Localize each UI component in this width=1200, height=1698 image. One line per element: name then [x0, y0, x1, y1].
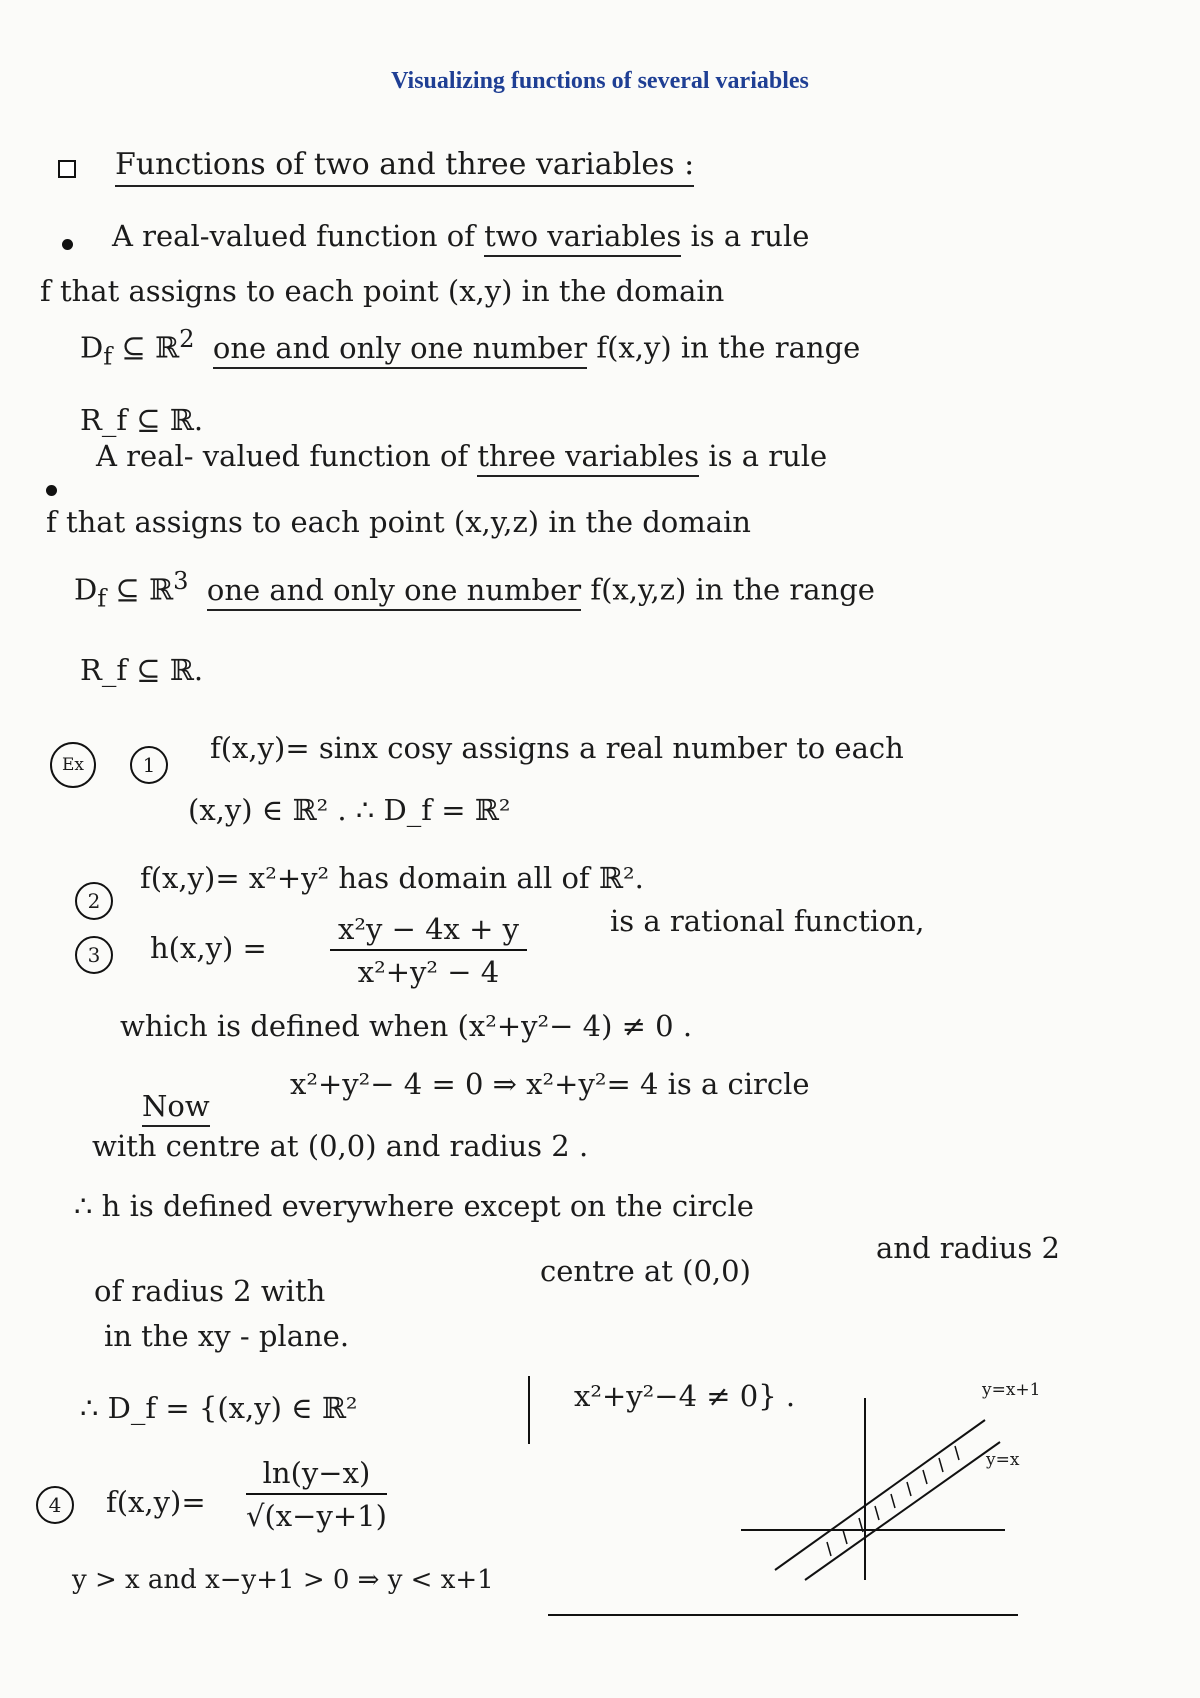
example-2-line1: f(x,y)= x²+y² has domain all of ℝ². [140, 861, 644, 895]
def2-two-variables: two variables [484, 219, 681, 257]
def2-one-only: one and only one number [213, 331, 587, 369]
example-3-fraction [330, 912, 527, 989]
def3-line4: R_f ⊆ ℝ. [80, 653, 204, 687]
example-4-numerator: ln(y−x) [246, 1456, 387, 1495]
def2-domain-d: D [80, 330, 104, 365]
example-3-denominator: x²+y² − 4 [357, 955, 500, 989]
def2-line3-d: f(x,y) in the range [587, 330, 861, 365]
square-bullet-icon [58, 160, 76, 178]
def2-domain-set: ⊆ ℝ [112, 330, 180, 365]
def3-line3 [74, 568, 875, 613]
example-1-line2: (x,y) ∈ ℝ² . ∴ D_f = ℝ² [188, 793, 511, 827]
shading-hatch [827, 1446, 959, 1556]
def2-line1 [112, 220, 809, 253]
domain-sketch [735, 1380, 1065, 1590]
def3-three-variables: three variables [477, 439, 699, 477]
example-3-numerator: x²y − 4x + y [330, 912, 527, 951]
section-heading: Functions of two and three variables : [115, 148, 694, 187]
example-3-domain-right: x²+y²−4 ≠ 0} . [574, 1379, 796, 1413]
example-3-number: 3 [75, 936, 113, 974]
bottom-rule [548, 1614, 1018, 1616]
example-3-line5c: centre at (0,0) [540, 1254, 751, 1288]
def3-domain-sup: 3 [173, 567, 189, 595]
def3-domain-d: D [74, 572, 98, 607]
def3-domain-sub: f [97, 584, 107, 613]
example-3-comment: is a rational function, [610, 904, 925, 938]
example-3-line2: which is defined when (x²+y²− 4) ≠ 0 . [120, 1009, 693, 1043]
def3-line1-c: is a rule [699, 439, 828, 473]
graph-label-y-eq-x: y=x [986, 1450, 1020, 1470]
set-builder-bar [528, 1376, 530, 1444]
example-2-number: 2 [75, 882, 113, 920]
example-4-number: 4 [36, 1486, 74, 1524]
def3-line1 [96, 440, 827, 473]
def3-one-only: one and only one number [207, 573, 581, 611]
example-4-condition: y > x and x−y+1 > 0 ⇒ y < x+1 [72, 1565, 494, 1595]
def2-line4: R_f ⊆ ℝ. [80, 403, 204, 437]
example-3-line5: ∴ h is defined everywhere except on the circle [74, 1189, 754, 1223]
example-1-line1: f(x,y)= sinx cosy assigns a real number to each [210, 731, 904, 765]
example-4-lhs: f(x,y)= [106, 1485, 206, 1519]
graph-label-y-eq-x-plus-1: y=x+1 [982, 1380, 1041, 1400]
def2-line2: f that assigns to each point (x,y) in the domain [40, 274, 725, 308]
ex-label-circle: Ex [50, 742, 96, 788]
example-3-now: Now [142, 1090, 210, 1127]
line-y-eq-x [805, 1442, 1000, 1580]
def2-line3 [80, 326, 860, 371]
example-3-line7: in the xy - plane. [104, 1319, 350, 1353]
example-3-line3: x²+y²− 4 = 0 ⇒ x²+y²= 4 is a circle [290, 1067, 810, 1101]
def2-domain-sup: 2 [179, 325, 195, 353]
example-4-denominator: √(x−y+1) [246, 1499, 387, 1533]
def3-line2: f that assigns to each point (x,y,z) in the domain [46, 505, 751, 539]
example-3-lhs: h(x,y) = [150, 931, 267, 965]
def3-line1-a: A real- valued function of [96, 439, 478, 473]
example-3-line4: with centre at (0,0) and radius 2 . [92, 1129, 589, 1163]
def2-line1-a: A real-valued function of [112, 219, 485, 253]
example-3-line6: of radius 2 with [94, 1274, 326, 1308]
example-3-domain-left: ∴ D_f = {(x,y) ∈ ℝ² [80, 1391, 358, 1425]
bullet-icon [46, 485, 57, 496]
def2-line1-c: is a rule [681, 219, 810, 253]
page-title: Visualizing functions of several variables [391, 68, 809, 94]
def3-line3-d: f(x,y,z) in the range [581, 572, 875, 607]
def2-domain-sub: f [103, 342, 113, 371]
example-4-fraction [246, 1456, 387, 1533]
def3-domain-set: ⊆ ℝ [106, 572, 174, 607]
bullet-icon [62, 239, 73, 250]
line-y-eq-x-plus-1 [775, 1420, 985, 1570]
example-1-number: 1 [130, 746, 168, 784]
example-3-line5b: and radius 2 [876, 1231, 1060, 1265]
